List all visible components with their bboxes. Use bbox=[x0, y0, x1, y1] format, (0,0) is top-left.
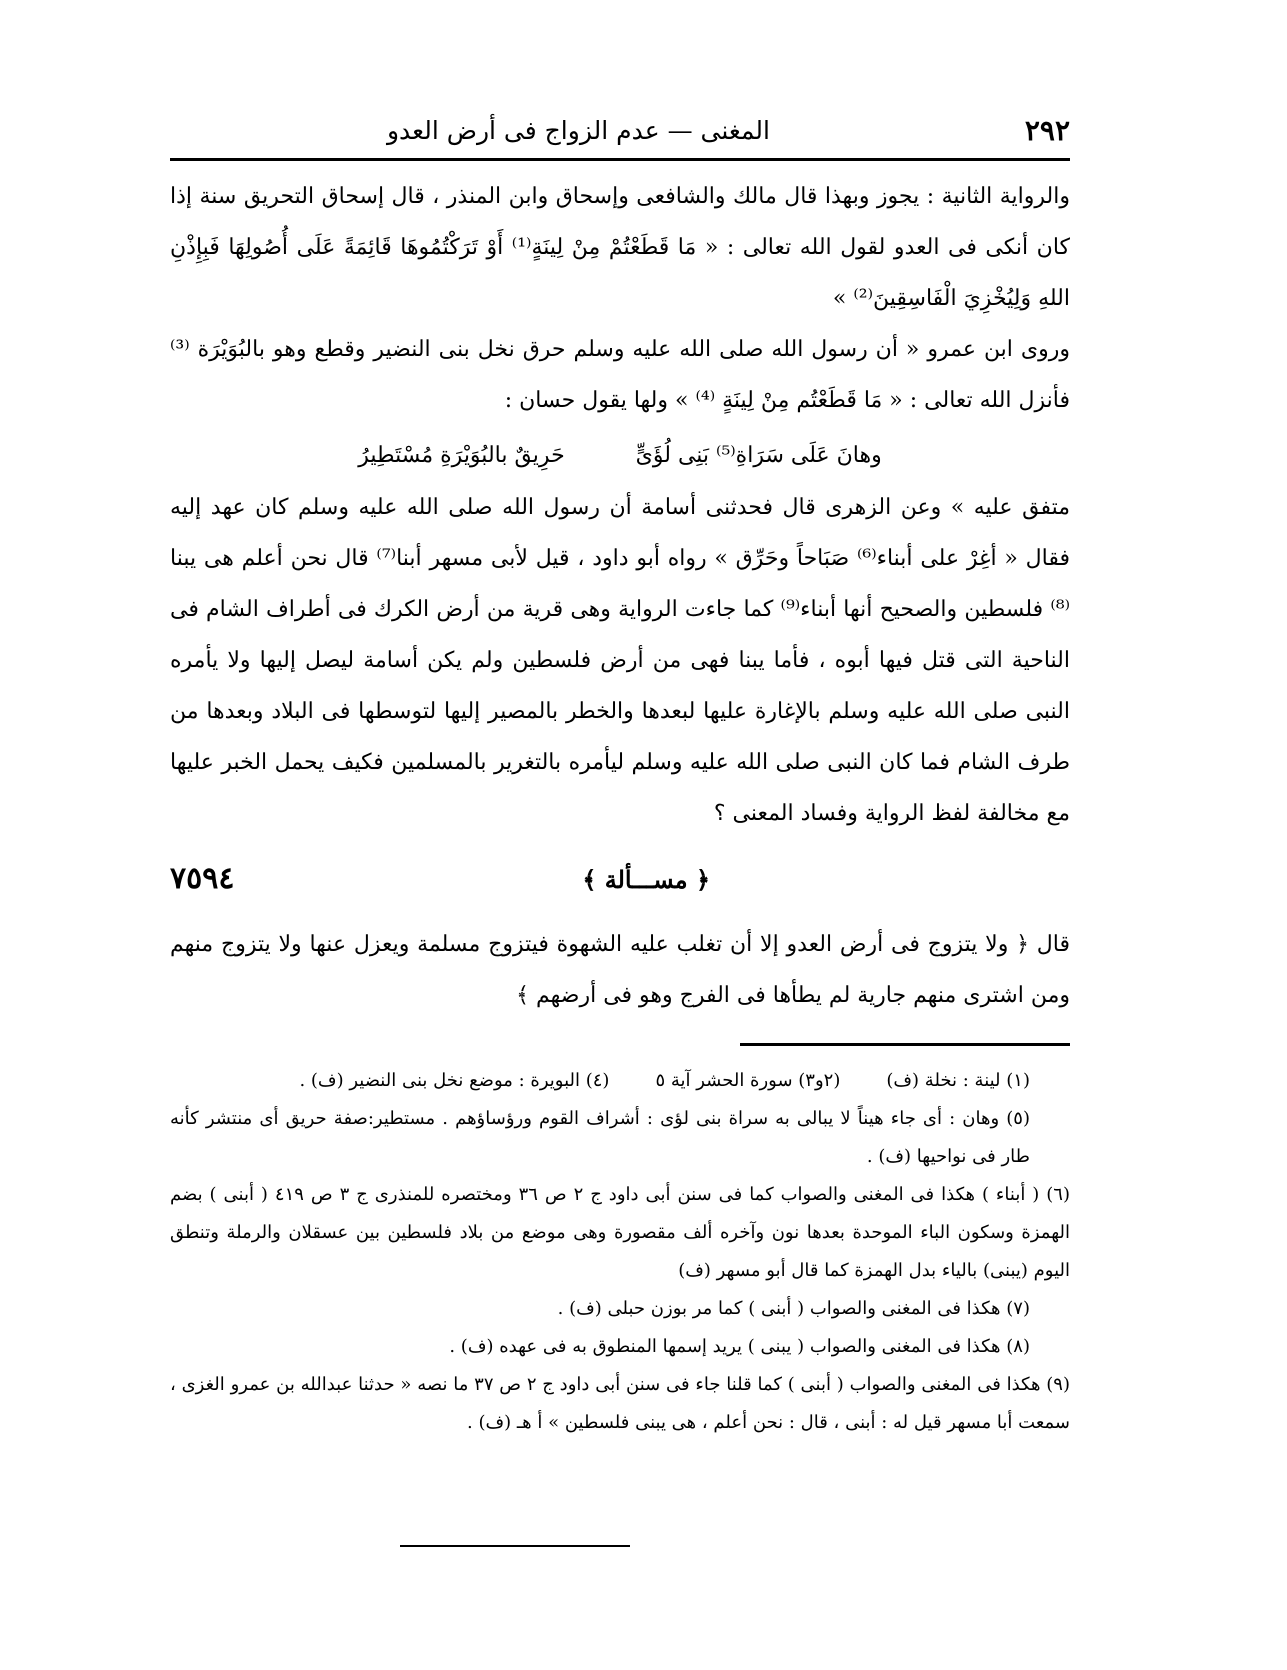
footnote-7: (٧) هكذا فى المغنى والصواب ( أبنى ) كما مر بوزن حبلى (ف) . bbox=[557, 1298, 1030, 1319]
page-number: ٢٩٢ bbox=[1024, 114, 1070, 147]
footnote-2-3: (٢و٣) سورة الحشر آية ٥ bbox=[655, 1070, 841, 1091]
footnote-1: (١) لينة : نخلة (ف) bbox=[886, 1070, 1030, 1091]
running-title: المغنى — عدم الزواج فى أرض العدو bbox=[386, 116, 770, 145]
footnote-5: (٥) وهان : أى جاء هيناً لا يبالى به سراة بنى لؤى : أشراف القوم ورؤساؤهم . مستطير:صفة حريق أى منتشر كأنه طار فى نواحيها (ف) . bbox=[170, 1108, 1030, 1167]
paragraph-zuhri: متفق عليه » وعن الزهرى قال فحدثنى أسامة أن رسول الله صلى الله عليه وسلم كان عهد إليه فقال « أغِرْ على أبناء⁽⁶⁾ صَبَاحاً وحَرِّق » رواه أبو داود ، قيل لأبى مسهر أبنا⁽⁷⁾ قال نحن أعلم هى يبنا ⁽⁸⁾ فلسطين والصحيح أنها أبناء⁽⁹⁾ كما جاءت الرواية وهى قرية من أرض الكرك فى أطراف الشام فى الناحية التى قتل فيها أبوه ، فأما يبنا فهى من أرض فلسطين ولم يكن أسامة ليصل إليها ولا يأمره النبى صلى الله عليه وسلم بالإغارة عليها لبعدها والخطر بالمصير إليها لتوسطها فى البلاد وبعدها من طرف الشام فما كان النبى صلى الله عليه وسلم ليأمره بالتغرير بالمسلمين فكيف يحمل الخبر عليها مع مخالفة لفظ الرواية وفساد المعنى ؟ bbox=[170, 495, 1071, 826]
footnote-6: (٦) ( أبناء ) هكذا فى المغنى والصواب كما فى سنن أبى داود ج ٢ ص ٣٦ ومختصره للمنذرى ج ٣ ص ٤١٩ ( أبنى ) بضم الهمزة وسكون الباء الموحدة بعدها نون وآخره ألف مقصورة وهى موضع من بلاد فلسطين بين عسقلان والرملة وتنطق اليوم (يبنى) بالياء بدل الهمزة كما قال أبو مسهر (ف) bbox=[170, 1184, 1070, 1281]
footnote-8: (٨) هكذا فى المغنى والصواب ( يبنى ) يريد إسمها المنطوق به فى عهده (ف) . bbox=[449, 1336, 1030, 1357]
paragraph-second-narration: والرواية الثانية : يجوز وبهذا قال مالك والشافعى وإسحاق وابن المنذر ، قال إسحاق التحريق سنة إذا كان أنكى فى العدو لقول الله تعالى : « مَا قَطَعْتُمْ مِنْ لِينَةٍ⁽¹⁾ أَوْ تَرَكْتُمُوهَا قَائِمَةً عَلَى أُصُولِهَا فَبِإِذْنِ اللهِ وَلِيُخْزِيَ الْفَاسِقِينَ⁽²⁾ » bbox=[170, 184, 1071, 311]
footnote-separator bbox=[740, 1043, 1070, 1046]
section-title: ﴿ مســـألة ﴾ bbox=[582, 865, 710, 894]
verse-second-hemistich: حَرِيقٌ بالبُوَيْرَةِ مُسْتَطِيرُ bbox=[358, 443, 565, 468]
page-header bbox=[170, 100, 1070, 161]
verse-first-hemistich: وهانَ عَلَى سَرَاةِ⁽⁵⁾ بَنِى لُؤَىٍّ bbox=[635, 443, 882, 468]
section-text: قال ﴿ ولا يتزوج فى أرض العدو إلا أن تغلب عليه الشهوة فيتزوج مسلمة ويعزل عنها ولا يتزوج منهم ومن اشترى منهم جارية لم يطأها فى الفرج وهو فى أرضهم ﴾ bbox=[170, 932, 1070, 1008]
section-number: ٧٥٩٤ bbox=[170, 861, 235, 896]
section-heading bbox=[170, 847, 1070, 919]
footnote-line-1 bbox=[170, 1062, 1070, 1100]
footnote-4: (٤) البويرة : موضع نخل بنى النضير (ف) . bbox=[299, 1070, 610, 1091]
footnote-separator-wrap bbox=[170, 1021, 1070, 1046]
poetry-verse bbox=[170, 430, 1070, 482]
footnotes bbox=[170, 1062, 1070, 1442]
document-page bbox=[170, 100, 1070, 1640]
bottom-rule bbox=[400, 1545, 630, 1547]
paragraph-ibn-umar: وروى ابن عمرو « أن رسول الله صلى الله عليه وسلم حرق نخل بنى النضير وقطع وهو بالبُوَيْرَة ⁽³⁾ فأنزل الله تعالى : « مَا قَطَعْتُم مِنْ لِينَةٍ ⁽⁴⁾ » ولها يقول حسان : bbox=[170, 337, 1070, 413]
footnote-9: (٩) هكذا فى المغنى والصواب ( أبنى ) كما قلنا جاء فى سنن أبى داود ج ٢ ص ٣٧ ما نصه « حدثنا عبدالله بن عمرو الغزى ، سمعت أبا مسهر قيل له : أبنى ، قال : نحن أعلم ، هى يبنى فلسطين » أ هـ (ف) . bbox=[170, 1374, 1070, 1433]
